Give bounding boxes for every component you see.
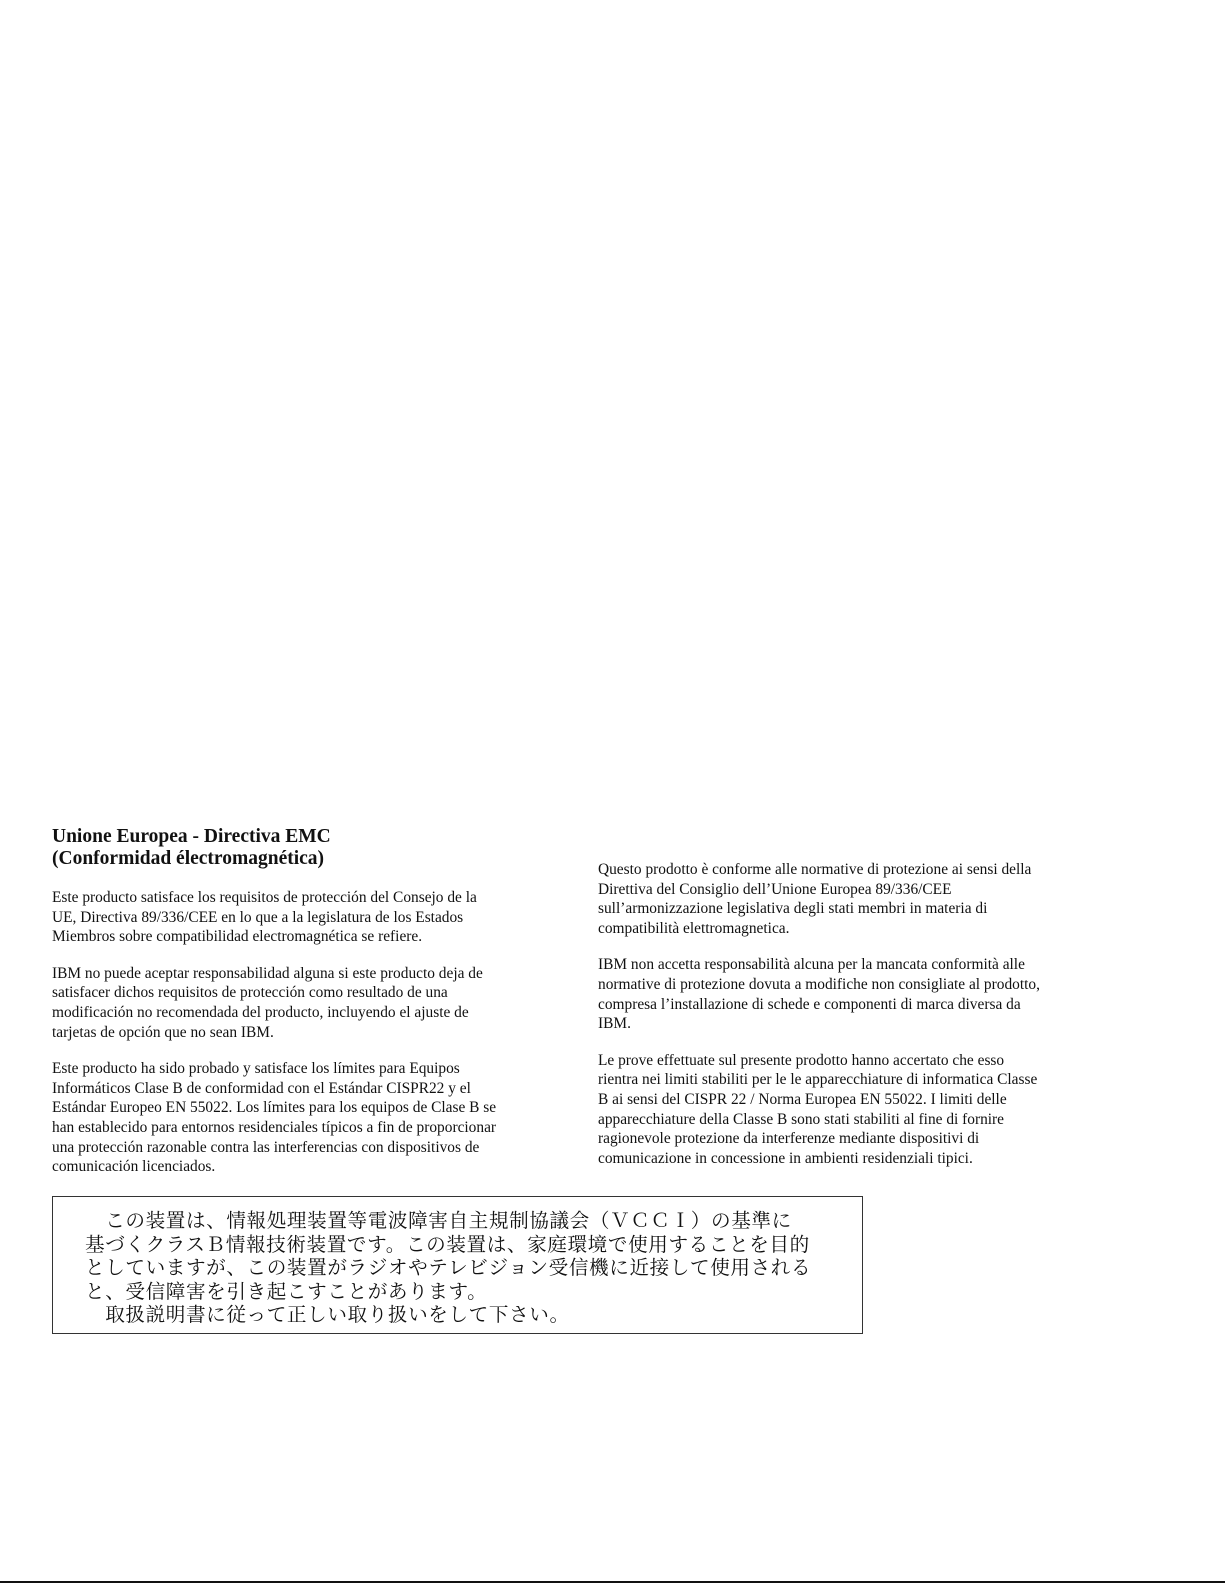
text-line: rientra nei limiti stabiliti per le le apparecchiature di informatica Classe: [598, 1071, 1038, 1089]
text-line: Direttiva del Consiglio dell’Unione Europea 89/336/CEE: [598, 880, 952, 898]
text-line: compatibilità elettromagnetica.: [598, 919, 790, 937]
vcci-notice-text: [85, 1209, 811, 1327]
text-line: compresa l’installazione di schede e componenti di marca diversa da: [598, 995, 1021, 1013]
text-line: sull’armonizzazione legislativa degli stati membri in materia di: [598, 900, 988, 918]
vcci-notice-box: [52, 1196, 863, 1334]
text-line: UE, Directiva 89/336/CEE en lo que a la legislatura de los Estados: [52, 908, 464, 926]
paragraph-class-b-limits: [52, 1059, 527, 1177]
text-line: Le prove effettuate sul presente prodotto hanno accertato che esso: [598, 1051, 1005, 1069]
spanish-emc-section: [52, 826, 527, 1194]
text-line: una protección razonable contra las interferencias con dispositivos de: [52, 1138, 480, 1156]
vcci-line: としていますが、この装置がラジオやテレビジョン受信機に近接して使用される: [85, 1256, 812, 1279]
text-line: Este producto satisface los requisitos de protección del Consejo de la: [52, 889, 477, 906]
text-line: IBM no puede aceptar responsabilidad alguna si este producto deja de: [52, 964, 483, 982]
text-line: IBM.: [598, 1015, 631, 1033]
text-line: Miembros sobre compatibilidad electromagnética se refiere.: [52, 928, 423, 946]
text-line: normative di protezione dovuta a modifiche non consigliate al prodotto,: [598, 975, 1040, 993]
vcci-line: 取扱説明書に従って正しい取り扱いをして下さい。: [85, 1303, 570, 1326]
text-line: modificación no recomendada del producto, incluyendo el ajuste de: [52, 1003, 469, 1021]
text-line: comunicazione in concessione in ambienti residenziali tipici.: [598, 1149, 973, 1167]
text-line: Questo prodotto è conforme alle normative di protezione ai sensi della: [598, 861, 1032, 878]
text-line: apparecchiature della Classe B sono stati stabiliti al fine di fornire: [598, 1110, 1005, 1128]
text-line: Informáticos Clase B de conformidad con el Estándar CISPR22 y el: [52, 1079, 471, 1097]
italian-emc-section: [598, 860, 1083, 1185]
text-line: tarjetas de opción que no sean IBM.: [52, 1023, 274, 1041]
text-line: Este producto ha sido probado y satisface los límites para Equipos: [52, 1060, 460, 1078]
paragraph-conformity: [598, 860, 1083, 938]
text-line: han establecido para entornos residenciales típicos a fin de proporcionar: [52, 1118, 497, 1136]
text-line: satisfacer dichos requisitos de protección como resultado de una: [52, 984, 448, 1002]
text-line: B ai sensi del CISPR 22 / Norma Europea EN 55022. I limiti delle: [598, 1090, 1007, 1108]
title-line: Unione Europea - Directiva EMC: [52, 826, 331, 847]
section-title: [52, 826, 527, 870]
paragraph-protection-requirements: [52, 888, 527, 947]
text-line: ragionevole protezione da interferenze mediante dispositivi di: [598, 1130, 980, 1148]
vcci-line: と、受信障害を引き起こすことがあります。: [85, 1279, 488, 1303]
paragraph-class-b-limits: [598, 1051, 1083, 1169]
text-line: comunicación licenciados.: [52, 1158, 216, 1176]
paragraph-ibm-responsibility: [598, 955, 1083, 1033]
text-line: IBM non accetta responsabilità alcuna per la mancata conformità alle: [598, 956, 1025, 974]
page-bottom-rule: [0, 1581, 1225, 1583]
vcci-line: 基づくクラスＢ情報技術装置です。この装置は、家庭環境で使用することを目的: [85, 1232, 810, 1256]
title-line: (Conformidad électromagnética): [52, 848, 325, 869]
paragraph-ibm-responsibility: [52, 964, 527, 1042]
text-line: Estándar Europeo EN 55022. Los límites para los equipos de Clase B se: [52, 1099, 497, 1117]
vcci-line: この装置は、情報処理装置等電波障害自主規制協議会（ＶＣＣＩ）の基準に: [85, 1209, 792, 1232]
